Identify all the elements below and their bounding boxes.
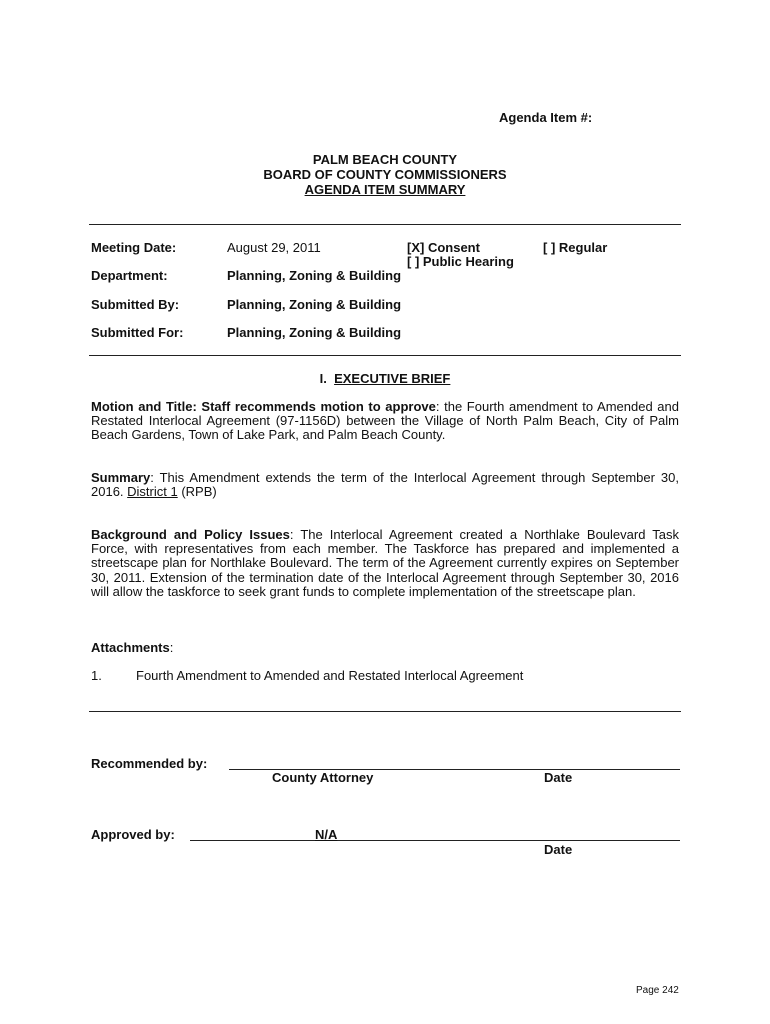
- board-title: BOARD OF COUNTY COMMISSIONERS: [263, 167, 507, 182]
- background-label: Background and Policy Issues: [91, 527, 290, 542]
- summary-tail: (RPB): [177, 484, 217, 500]
- regular-checkbox: [ ] Regular: [543, 240, 608, 255]
- submitted-for-label: Submitted For:: [91, 325, 184, 340]
- divider-top: [89, 224, 681, 225]
- motion-text: : the Fourth amendment to Amended and Restated Interlocal Agreement (97-1156D) between the Village of North Palm Beach, City of Palm Beach Gardens, Town of Lake Park, and Palm Beach County.: [91, 399, 679, 443]
- county-title: PALM BEACH COUNTY: [312, 152, 458, 167]
- attachments-colon: :: [169, 640, 174, 655]
- county-attorney-label: County Attorney: [272, 770, 374, 785]
- recommended-by-label: Recommended by:: [91, 756, 208, 771]
- section-heading: [0, 371, 770, 386]
- summary-title-wrap: [0, 182, 770, 197]
- summary-paragraph: [91, 471, 679, 499]
- date-label-1: Date: [544, 770, 573, 785]
- department-label: Department:: [91, 268, 168, 283]
- section-number: I.: [319, 371, 327, 386]
- divider-middle: [89, 355, 681, 356]
- attachments-label: Attachments: [91, 640, 170, 655]
- summary-label: Summary: [91, 470, 151, 485]
- submitted-for-value: Planning, Zoning & Building: [227, 325, 402, 340]
- page-number: Page 242: [636, 985, 679, 996]
- date-label-2: Date: [544, 842, 573, 857]
- meeting-date-label: Meeting Date:: [91, 240, 177, 255]
- approved-signature-line: [190, 840, 680, 841]
- background-paragraph: [91, 528, 679, 599]
- approved-value: [315, 827, 337, 842]
- approved-na: N/A: [315, 827, 338, 842]
- agenda-item-label: Agenda Item #:: [499, 110, 593, 125]
- department-value: Planning, Zoning & Building: [227, 268, 402, 283]
- attachment-number: 1.: [91, 668, 102, 683]
- public-hearing-checkbox: [ ] Public Hearing: [407, 254, 514, 269]
- summary-text: : This Amendment extends the term of the Interlocal Agreement through September 30, 2016.: [91, 470, 679, 500]
- motion-label: Motion and Title: Staff recommends motion to approve: [91, 399, 436, 414]
- submitted-by-value: Planning, Zoning & Building: [227, 297, 402, 312]
- section-title: EXECUTIVE BRIEF: [334, 371, 451, 386]
- background-text: : The Interlocal Agreement created a Northlake Boulevard Task Force, with representatives from each member. The Taskforce has prepared and implemented a streetscape plan for Northlake Boulevard. The term of the Agreement currently expires on September 30, 2011. Extension of the termination date of the Interlocal Agreement through September 30, 2016 will allow the taskforce to seek grant funds to complete implementation of the streetscape plan.: [91, 527, 679, 599]
- submitted-by-label: Submitted By:: [91, 297, 180, 312]
- attachments-heading: [91, 640, 173, 655]
- approved-by-label: Approved by:: [91, 827, 175, 842]
- attachment-text: Fourth Amendment to Amended and Restated Interlocal Agreement: [136, 668, 524, 683]
- divider-bottom: [89, 711, 681, 712]
- agenda-summary-title: AGENDA ITEM SUMMARY: [304, 182, 466, 197]
- meeting-date-value: August 29, 2011: [227, 240, 321, 255]
- summary-district: District 1: [127, 484, 178, 500]
- consent-checkbox: [X] Consent: [407, 240, 480, 255]
- motion-paragraph: [91, 400, 679, 443]
